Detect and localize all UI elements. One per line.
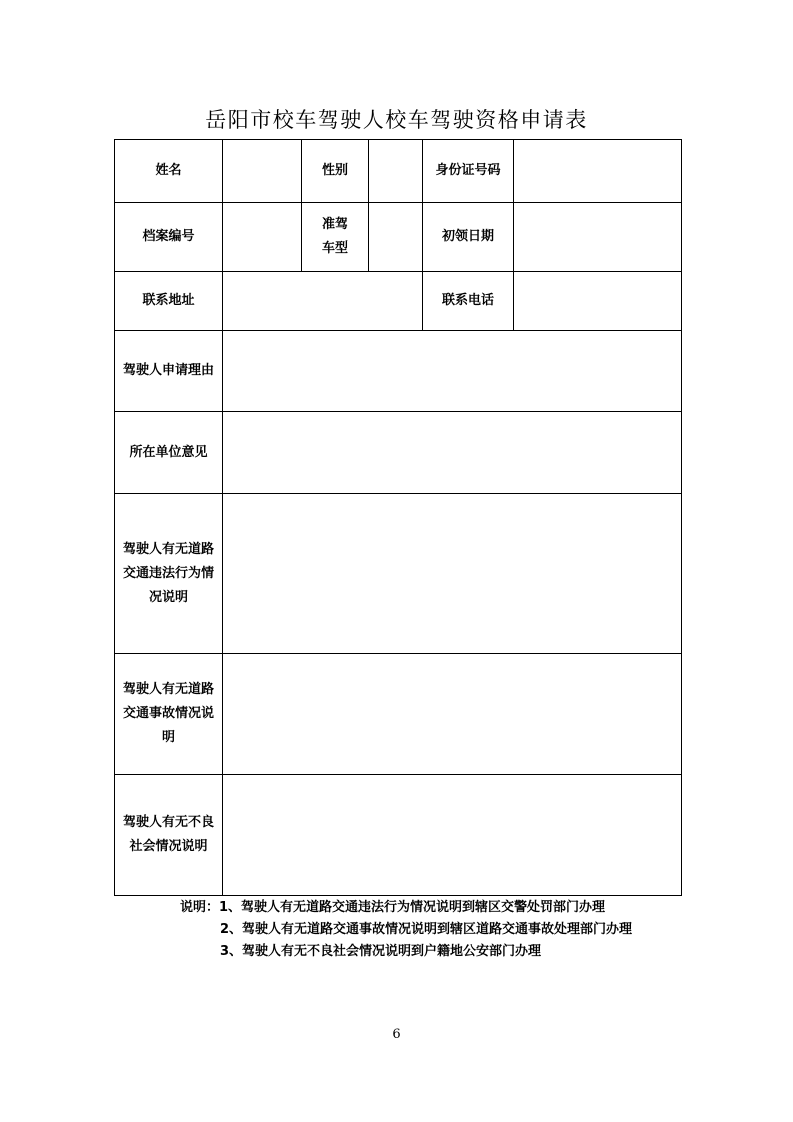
violation-field[interactable] [223, 494, 682, 654]
gender-field[interactable] [369, 140, 423, 203]
address-label: 联系地址 [115, 272, 223, 331]
accident-label-line3: 明 [161, 730, 175, 745]
vehicle-type-field[interactable] [369, 203, 423, 272]
name-field[interactable] [223, 140, 302, 203]
violation-label-line2: 交通违法行为情 [122, 565, 214, 581]
id-number-field[interactable] [514, 140, 682, 203]
application-form-table [114, 139, 682, 896]
file-number-label: 档案编号 [115, 203, 223, 272]
address-field[interactable] [223, 272, 423, 331]
notes [180, 897, 632, 963]
first-issue-date-field[interactable] [514, 203, 682, 272]
violation-label-line3: 况说明 [148, 589, 188, 605]
note-2: 2、驾驶人有无道路交通事故情况说明到辖区道路交通事故处理部门办理 [220, 922, 633, 937]
name-label: 姓名 [115, 140, 223, 203]
accident-field[interactable] [223, 654, 682, 775]
unit-opinion-field[interactable] [223, 412, 682, 494]
accident-label-line2: 交通事故情况说 [122, 706, 214, 721]
row-address [115, 272, 682, 331]
vehicle-type-label-line1: 准驾 [321, 217, 348, 232]
unit-opinion-label: 所在单位意见 [115, 412, 223, 494]
row-unit-opinion [115, 412, 682, 494]
phone-label: 联系电话 [423, 272, 514, 331]
violation-label-line1: 驾驶人有无道路 [122, 541, 214, 557]
row-violation [115, 494, 682, 654]
row-name [115, 140, 682, 203]
row-file [115, 203, 682, 272]
note-1: 说明：1、驾驶人有无道路交通违法行为情况说明到辖区交警处罚部门办理 [180, 900, 606, 915]
application-reason-label: 驾驶人申请理由 [115, 331, 223, 412]
row-social [115, 775, 682, 896]
social-label [115, 775, 223, 896]
row-accident [115, 654, 682, 775]
accident-label-line1: 驾驶人有无道路 [122, 682, 214, 697]
id-number-label: 身份证号码 [423, 140, 514, 203]
social-label-line2: 社会情况说明 [129, 839, 208, 854]
note-3: 3、驾驶人有无不良社会情况说明到户籍地公安部门办理 [220, 944, 542, 959]
accident-label [115, 654, 223, 775]
vehicle-type-label-line2: 车型 [321, 241, 348, 256]
gender-label: 性别 [302, 140, 369, 203]
social-field[interactable] [223, 775, 682, 896]
vehicle-type-label [302, 203, 369, 272]
social-label-line1: 驾驶人有无不良 [122, 815, 214, 830]
phone-field[interactable] [514, 272, 682, 331]
file-number-field[interactable] [223, 203, 302, 272]
page-number: 6 [392, 1027, 401, 1042]
application-reason-field[interactable] [223, 331, 682, 412]
form-title: 岳阳市校车驾驶人校车驾驶资格申请表 [205, 108, 588, 132]
first-issue-date-label: 初领日期 [423, 203, 514, 272]
violation-label [115, 494, 223, 654]
row-reason [115, 331, 682, 412]
